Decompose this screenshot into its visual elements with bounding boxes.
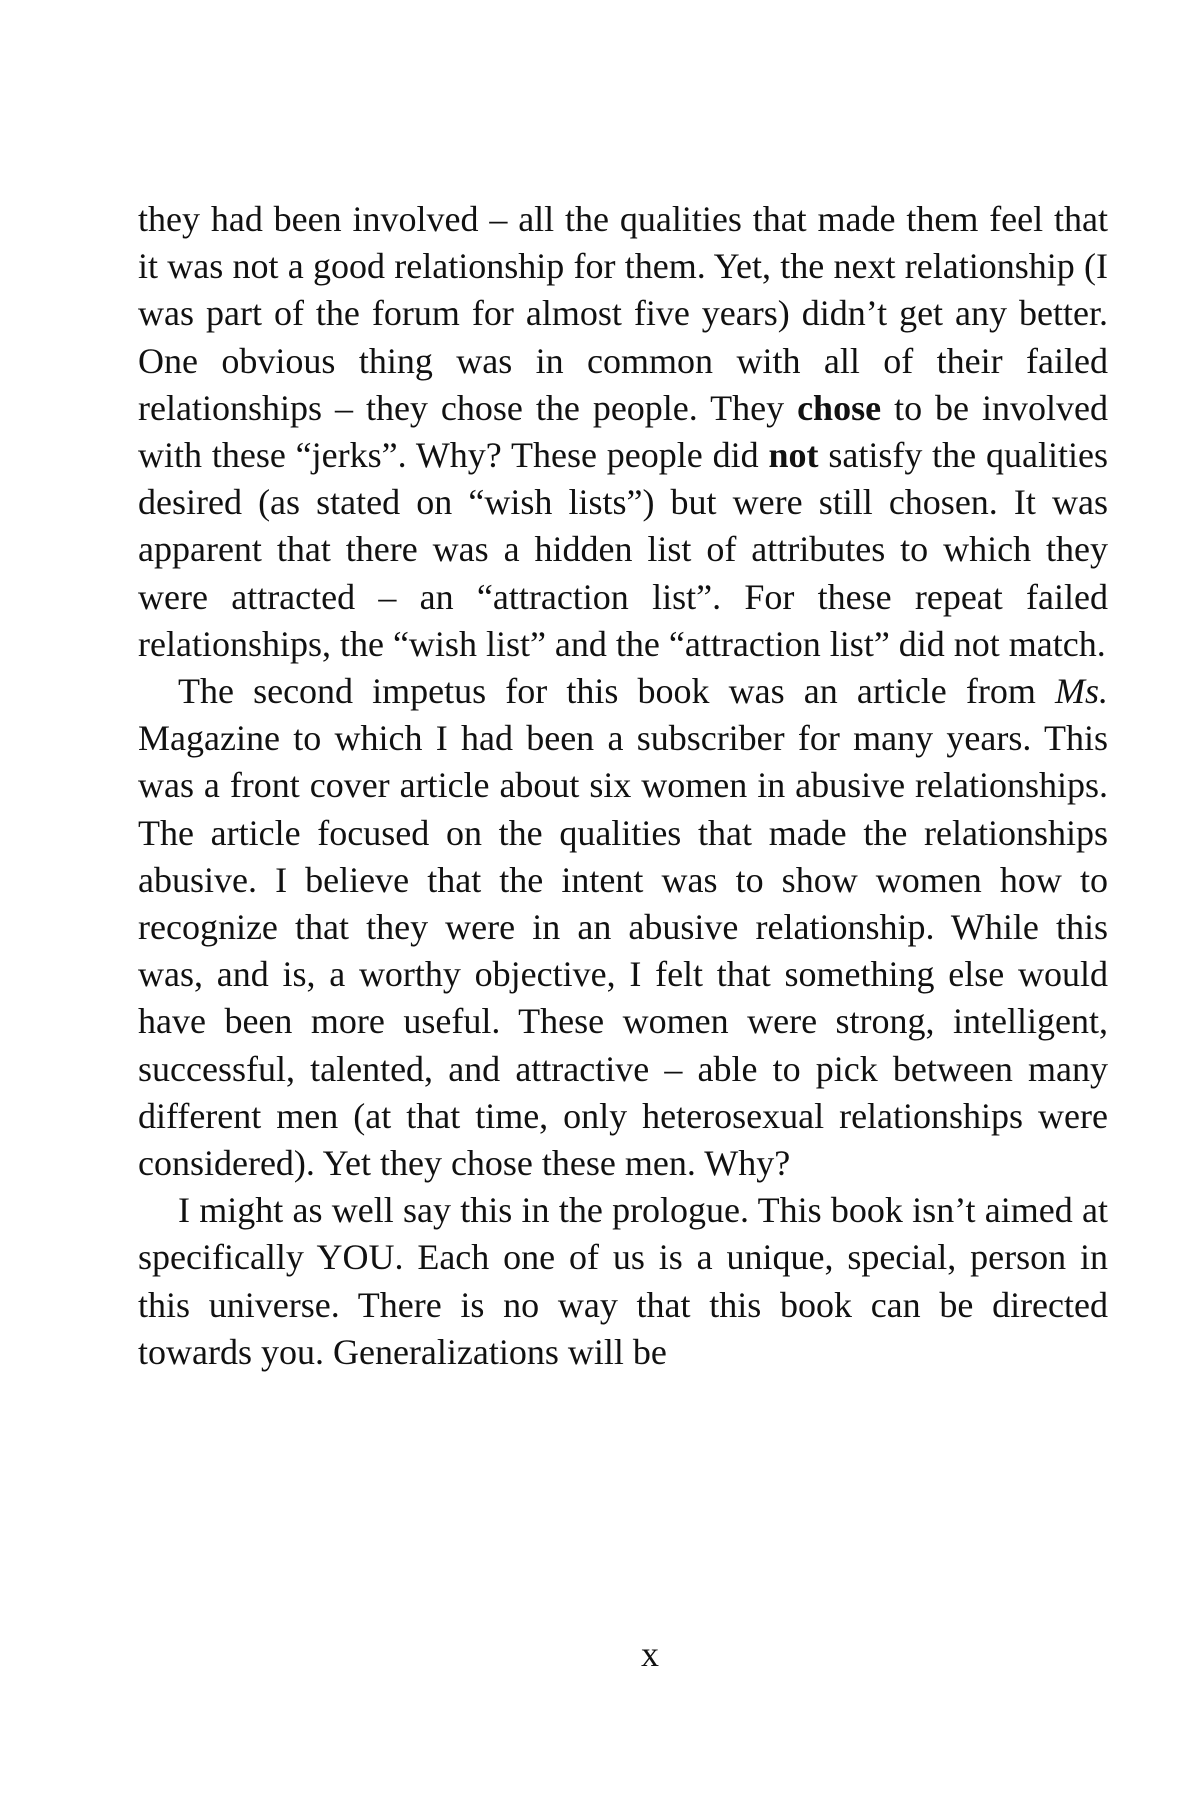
paragraph-3 <box>138 1187 1108 1376</box>
magazine-title: Ms. <box>1055 671 1108 712</box>
emphasis-chose: chose <box>797 387 882 428</box>
paragraph-2 <box>138 668 1108 1187</box>
page-number: x <box>641 1634 659 1674</box>
body-text <box>138 196 1108 1376</box>
paragraph-1-text-b: to be involved with these “jerks”. Why? These people did <box>138 387 1108 476</box>
paragraph-3-text: I might as well say this in the prologue. This book isn’t aimed at specifically YOU. Each one of us is a unique, special, person in this universe. There is no way that this book can be directed towards you. Generalizations will be <box>138 1190 1108 1372</box>
paragraph-1-text-c: satisfy the qualities desired (as stated on “wish lists”) but were still chosen. It was apparent that there was a hidden list of attributes to which they were attracted – an “attraction list”. For these repeat failed relationships, the “wish list” and the “attraction list” did not match. <box>138 435 1108 664</box>
paragraph-1 <box>138 196 1108 668</box>
paragraph-1-text-a: they had been involved – all the qualities that made them feel that it was not a good relationship for them. Yet, the next relationship (I was part of the forum for almost five years) didn’t get any better. One obvious thing was in common with all of their failed relationships – they chose the people. They <box>138 199 1108 428</box>
paragraph-2-text-a: The second impetus for this book was an article from <box>178 671 1055 712</box>
paragraph-2-text-b: Magazine to which I had been a subscriber for many years. This was a front cover article about six women in abusive relationships. The article focused on the qualities that made the relationships abusive. I believe that the intent was to show women how to recognize that they were in an abusive relationship. While this was, and is, a worthy objective, I felt that something else would have been more useful. These women were strong, intelligent, successful, talented, and attractive – able to pick between many different men (at that time, only heterosexual relationships were considered). Yet they chose these men. Why? <box>138 718 1108 1184</box>
emphasis-not: not <box>768 435 819 476</box>
